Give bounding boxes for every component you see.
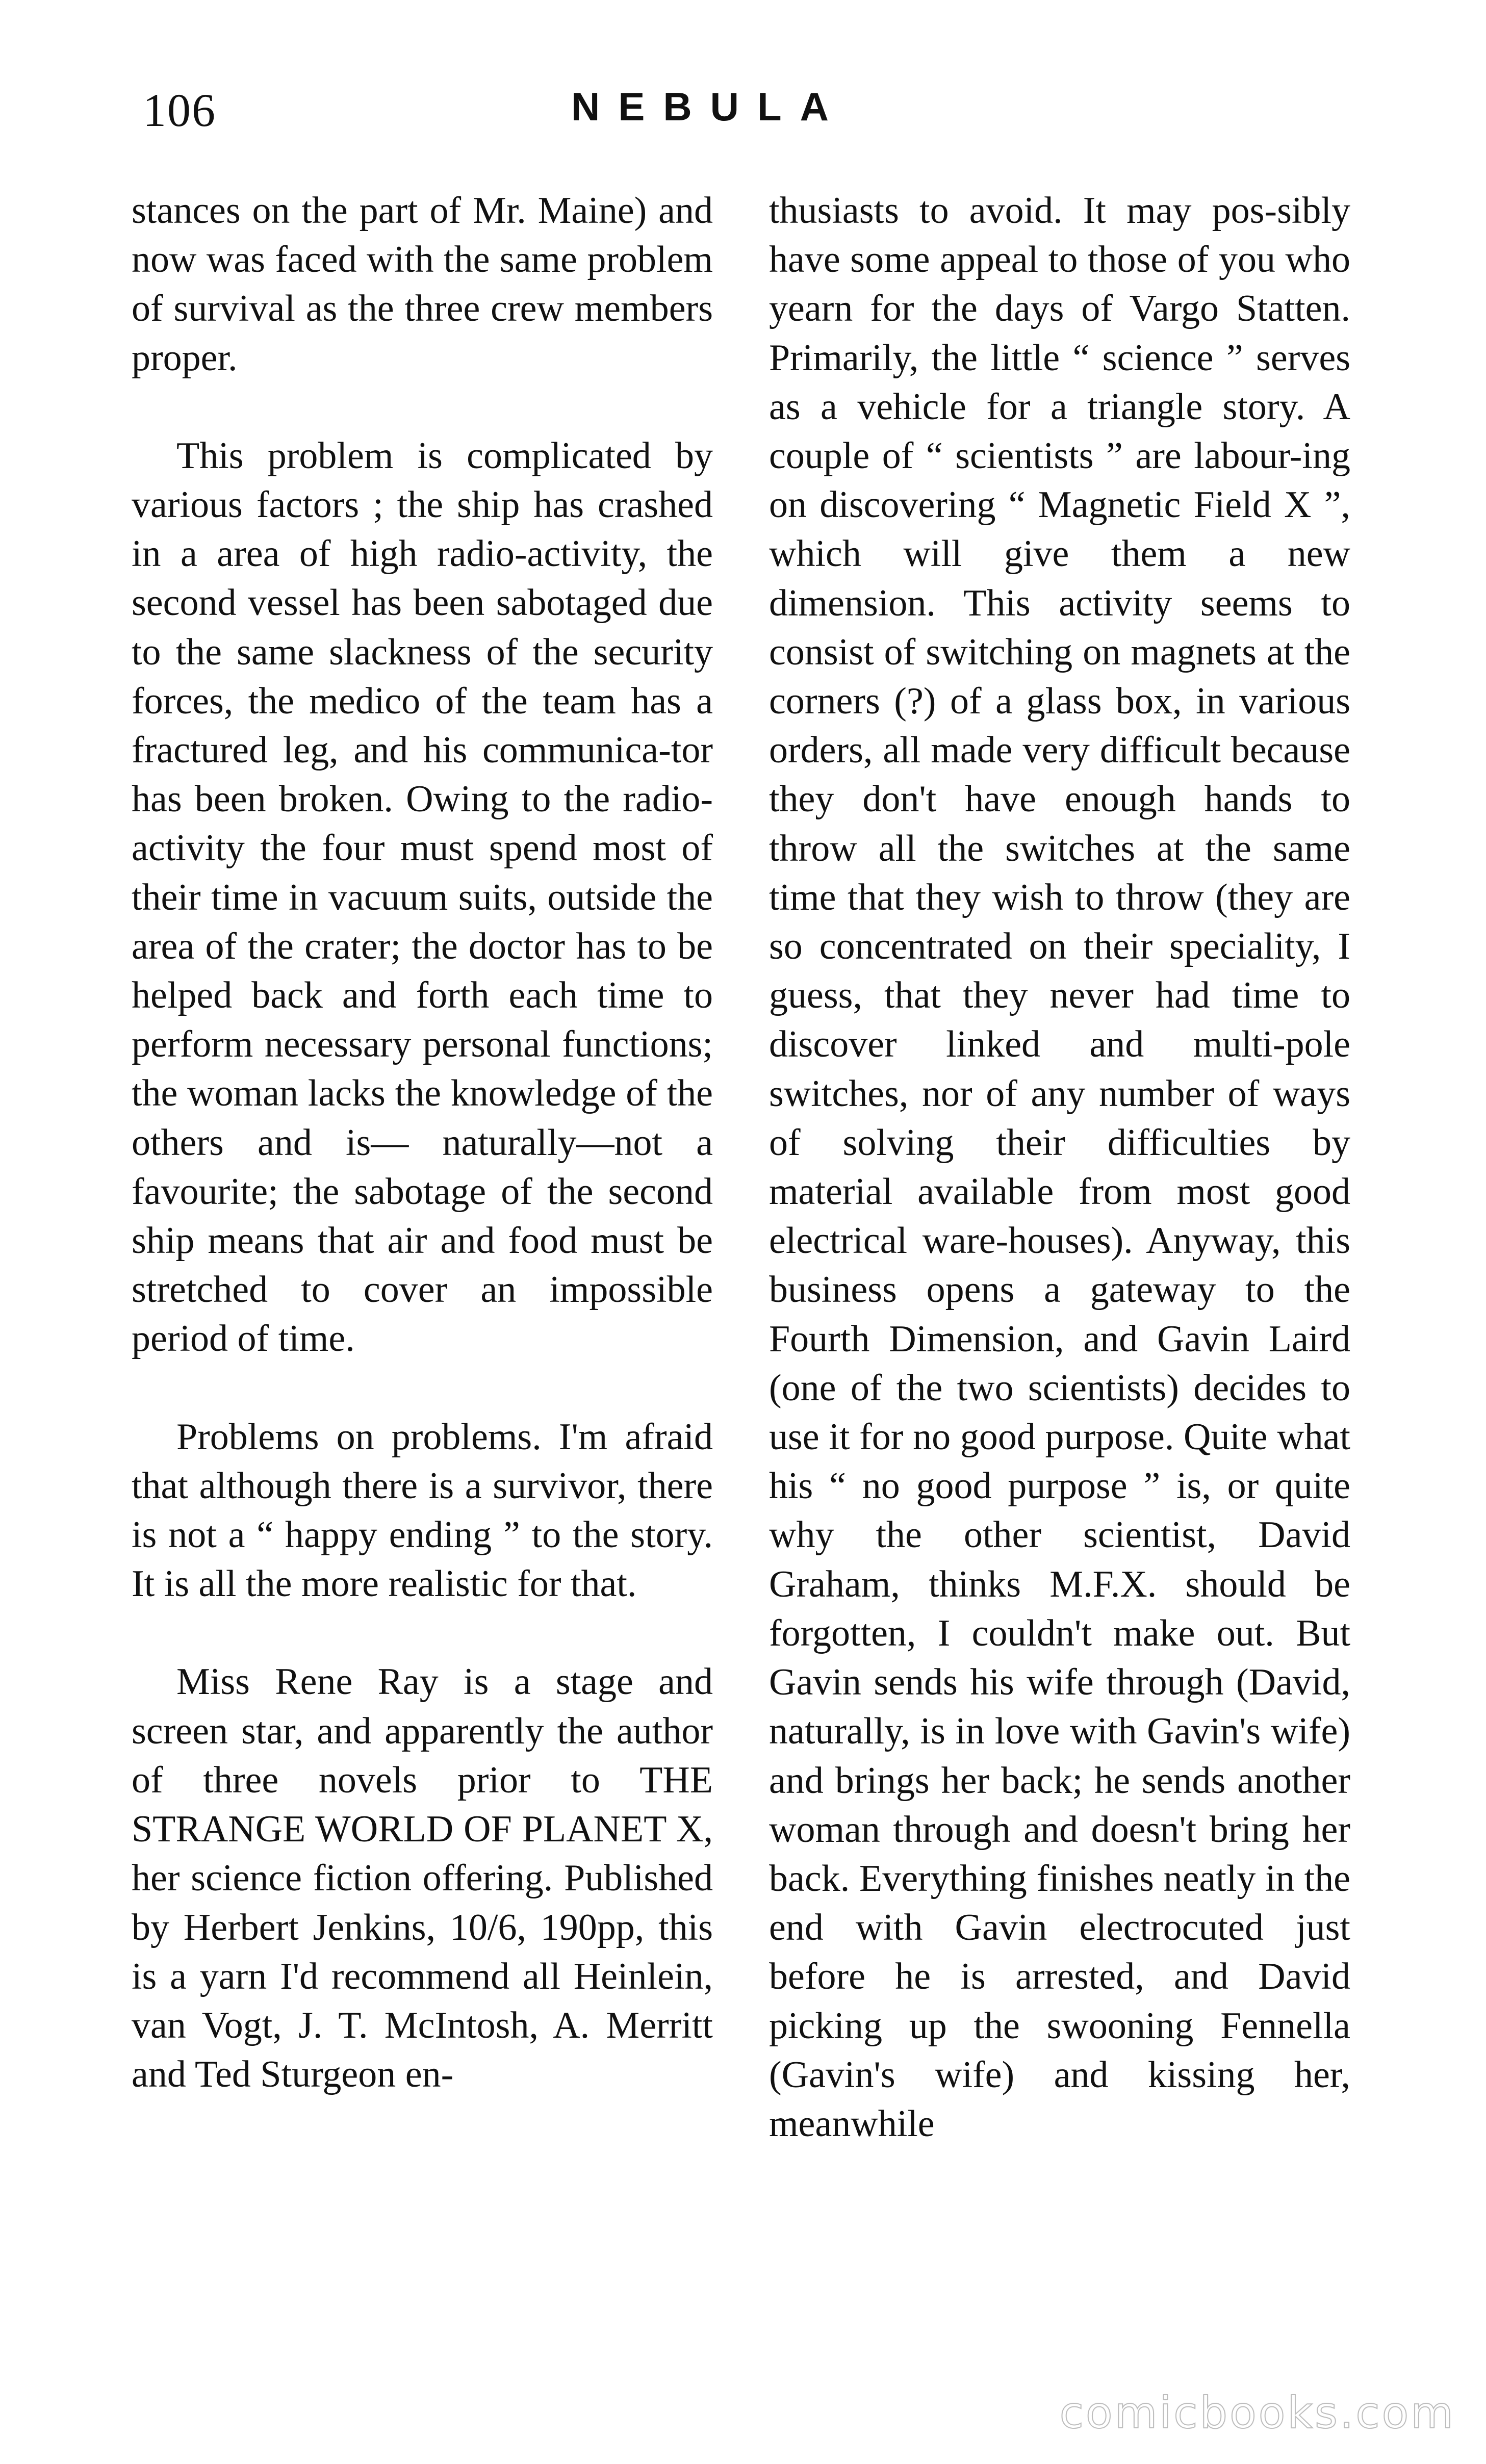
- paragraph: stances on the part of Mr. Maine) and now was faced with the same problem of survival as the three crew members proper.: [132, 190, 713, 379]
- page-number: 106: [143, 84, 216, 136]
- paragraph: Problems on problems. I'm afraid that although there is a survivor, there is not a “ happy ending ” to the story. It is all the more realistic for that.: [132, 1416, 713, 1605]
- left-column: [132, 186, 713, 2099]
- paragraph: thusiasts to avoid. It may pos-sibly have some appeal to those of you who yearn for the days of Vargo Statten. Primarily, the little “ science ” serves as a vehicle for a triangle story. A couple of “ scientists ” are labour-ing on discovering “ Magnetic Field X ”, which will give them a new dimension. This activity seems to consist of switching on magnets at the corners (?) of a glass box, in various orders, all made very difficult because they don't have enough hands to throw all the switches at the same time that they wish to throw (they are so concentrated on their speciality, I guess, that they never had time to discover linked and multi-pole switches, nor of any number of ways of solving their difficulties by material available from most good electrical ware-houses). Anyway, this business opens a gateway to the Fourth Dimension, and Gavin Laird (one of the two scientists) decides to use it for no good purpose. Quite what his “ no good purpose ” is, or quite why the other scientist, David Graham, thinks M.F.X. should be forgotten, I couldn't make out. But Gavin sends his wife through (David, naturally, is in love with Gavin's wife) and brings her back; he sends another woman through and doesn't bring her back. Everything finishes neatly in the end with Gavin electrocuted just before he is arrested, and David picking up the swooning Fennella (Gavin's wife) and kissing her, meanwhile: [769, 190, 1350, 2145]
- watermark: comicbooks.com: [1059, 2388, 1455, 2439]
- right-column: [769, 186, 1350, 2148]
- paragraph: This problem is complicated by various factors ; the ship has crashed in a area of high radio-activity, the second vessel has been sabotaged due to the same slackness of the security forces, the medico of the team has a fractured leg, and his communica-tor has been broken. Owing to the radio-activity the four must spend most of their time in vacuum suits, outside the area of the crater; the doctor has to be helped back and forth each time to perform necessary personal functions; the woman lacks the knowledge of the others and is— naturally—not a favourite; the sabotage of the second ship means that air and food must be stretched to cover an impossible period of time.: [132, 434, 713, 1360]
- paragraph: Miss Rene Ray is a stage and screen star, and apparently the author of three novels prior to THE STRANGE WORLD OF PLANET X, her science fiction offering. Published by Herbert Jenkins, 10/6, 190pp, this is a yarn I'd recommend all Heinlein, van Vogt, J. T. McIntosh, A. Merritt and Ted Sturgeon en-: [132, 1661, 713, 2096]
- running-head: NEBULA: [571, 84, 847, 129]
